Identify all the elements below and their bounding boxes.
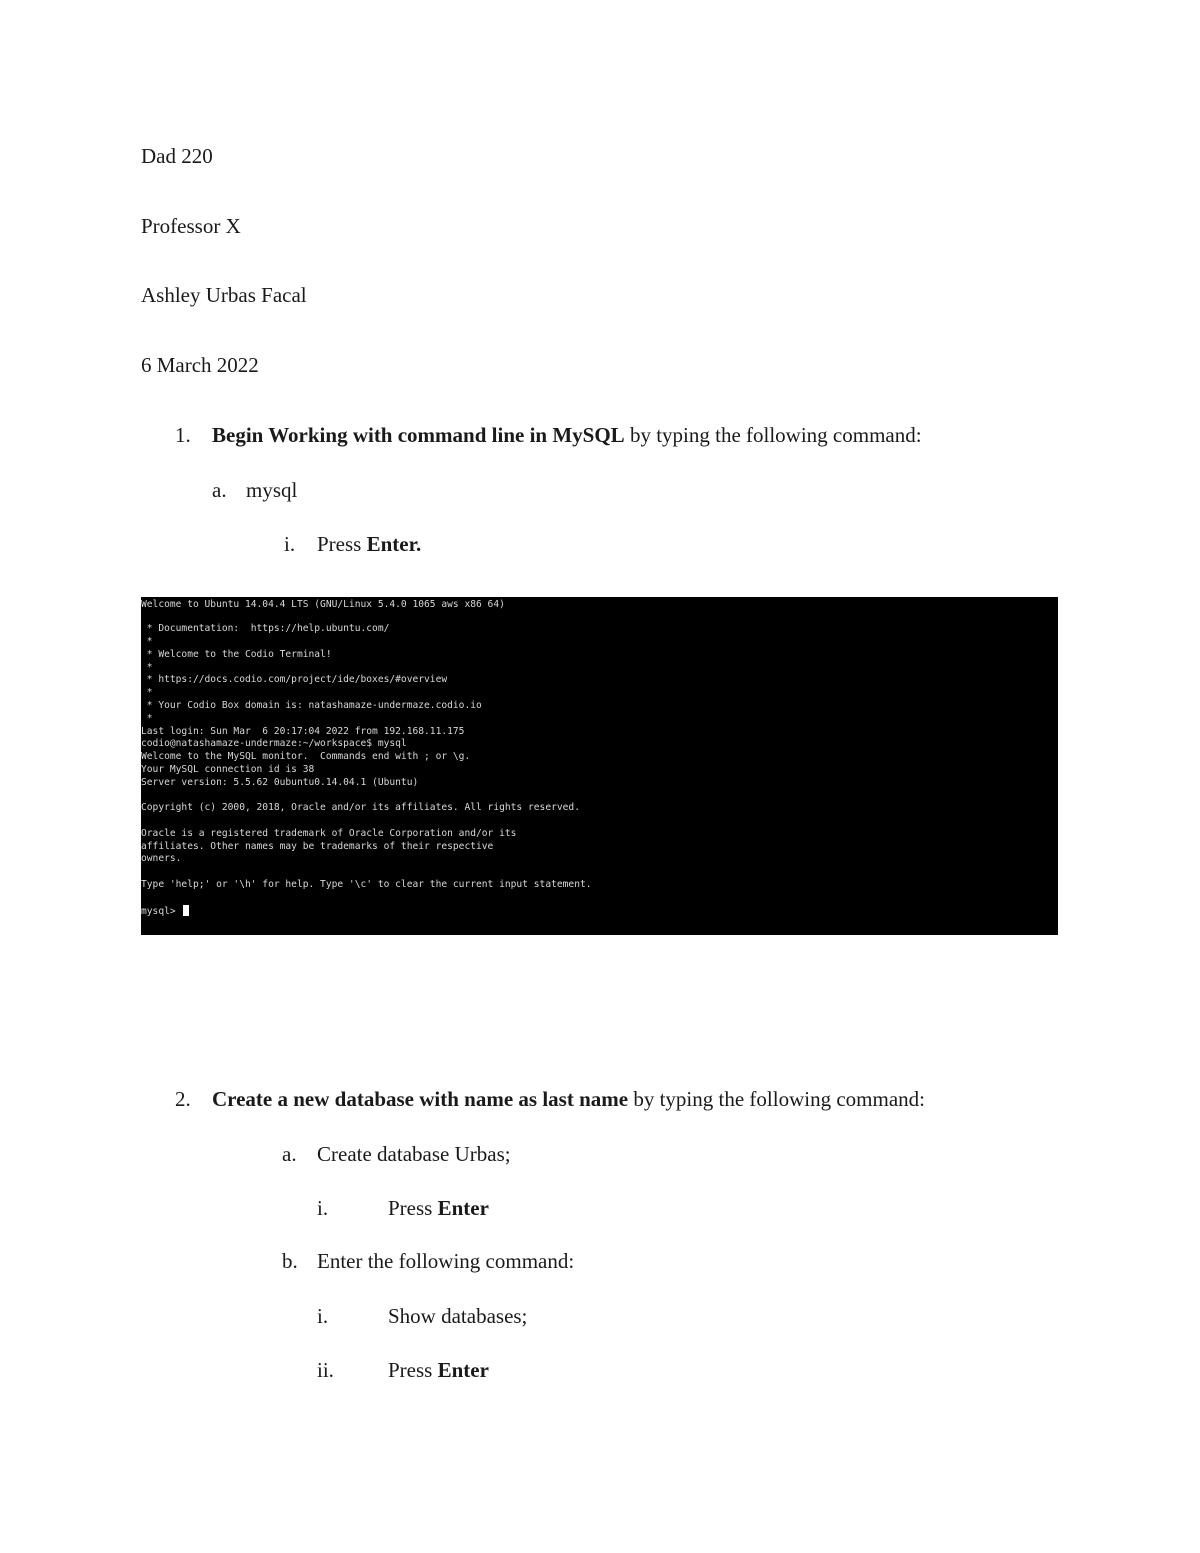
terminal-prompt: mysql> <box>141 906 182 917</box>
step2-a-i-bold: Enter <box>437 1196 489 1220</box>
step2-b-i-marker: i. <box>317 1304 329 1328</box>
step2-b-ii-plain: Press <box>388 1358 438 1382</box>
step2-bold-text: Create a new database with name as last name <box>212 1087 629 1111</box>
terminal-line: * <box>141 713 153 724</box>
course-title: Dad 220 <box>141 144 213 168</box>
step2-b-ii-bold: Enter <box>437 1358 489 1382</box>
terminal-line: * Welcome to the Codio Terminal! <box>141 649 332 660</box>
terminal-screenshot <box>141 597 1058 935</box>
terminal-line: Server version: 5.5.62 0ubuntu0.14.04.1 (Ubuntu) <box>141 777 419 788</box>
terminal-line: affiliates. Other names may be trademarks of their respective <box>141 841 494 852</box>
step1-instruction <box>212 423 922 447</box>
document-date: 6 March 2022 <box>141 353 259 377</box>
step1-i-plain: Press <box>317 532 367 556</box>
terminal-line: * Your Codio Box domain is: natashamaze-undermaze.codio.io <box>141 700 482 711</box>
step2-a-i-text <box>388 1196 489 1220</box>
step1-i-bold: Enter. <box>366 532 422 556</box>
student-name: Ashley Urbas Facal <box>141 283 307 307</box>
terminal-line: Oracle is a registered trademark of Oracle Corporation and/or its <box>141 828 517 839</box>
terminal-cursor <box>183 905 189 916</box>
terminal-line: * Documentation: https://help.ubuntu.com/ <box>141 623 390 634</box>
step2-a-text: Create database Urbas; <box>317 1142 511 1166</box>
terminal-line: codio@natashamaze-undermaze:~/workspace$ mysql <box>141 738 407 749</box>
step1-a-text: mysql <box>246 478 298 502</box>
step2-a-i-plain: Press <box>388 1196 438 1220</box>
step2-b-marker: b. <box>282 1249 298 1273</box>
step1-a-marker: a. <box>212 478 227 502</box>
terminal-line: owners. <box>141 853 182 864</box>
terminal-line: Type 'help;' or '\h' for help. Type '\c' to clear the current input statement. <box>141 879 592 890</box>
step2-number: 2. <box>175 1087 191 1111</box>
step1-rest-text: by typing the following command: <box>624 423 922 447</box>
terminal-line: * <box>141 687 153 698</box>
terminal-line: Welcome to Ubuntu 14.04.4 LTS (GNU/Linux 5.4.0 1065 aws x86 64) <box>141 599 505 610</box>
terminal-line: Copyright (c) 2000, 2018, Oracle and/or its affiliates. All rights reserved. <box>141 802 580 813</box>
step2-a-marker: a. <box>282 1142 297 1166</box>
step2-rest-text: by typing the following command: <box>628 1087 925 1111</box>
terminal-line: Your MySQL connection id is 38 <box>141 764 315 775</box>
step2-b-i-text: Show databases; <box>388 1304 528 1328</box>
terminal-line: Last login: Sun Mar 6 20:17:04 2022 from 192.168.11.175 <box>141 726 465 737</box>
step1-bold-text: Begin Working with command line in MySQL <box>212 423 625 447</box>
step1-i-marker: i. <box>284 532 296 556</box>
terminal-line: * <box>141 662 153 673</box>
professor-name: Professor X <box>141 214 241 238</box>
step2-a-i-marker: i. <box>317 1196 329 1220</box>
terminal-prompt-line <box>141 905 189 918</box>
terminal-line: * <box>141 636 153 647</box>
step2-b-text: Enter the following command: <box>317 1249 575 1273</box>
terminal-line: Welcome to the MySQL monitor. Commands end with ; or \g. <box>141 751 471 762</box>
terminal-line: * https://docs.codio.com/project/ide/boxes/#overview <box>141 674 448 685</box>
step2-b-ii-text <box>388 1358 489 1382</box>
step1-i-text <box>317 532 421 556</box>
step2-b-ii-marker: ii. <box>317 1358 334 1382</box>
step1-number: 1. <box>175 423 191 447</box>
step2-instruction <box>212 1087 925 1111</box>
